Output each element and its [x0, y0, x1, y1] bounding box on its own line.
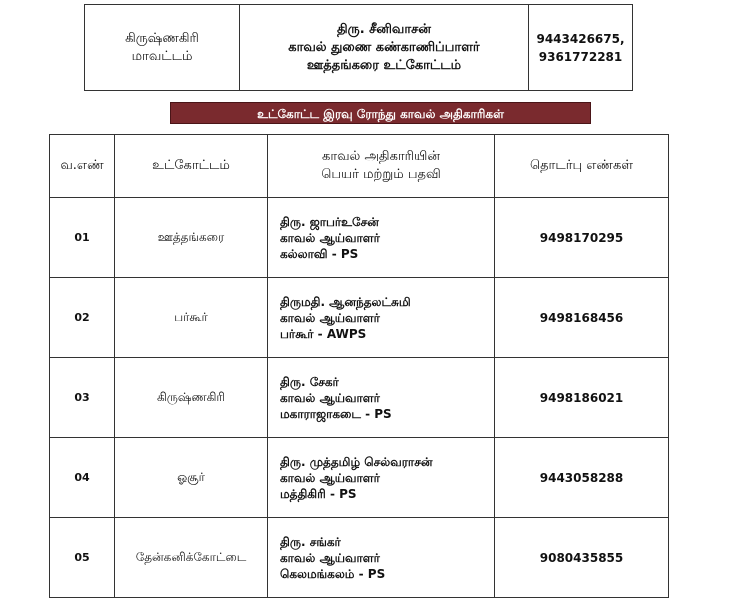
row-subdivision: ஓசூர்	[115, 438, 268, 518]
officer-designation: காவல் துணை கண்காணிப்பாளர்	[288, 39, 480, 55]
row-officer-station: மத்திகிரி - PS	[280, 486, 357, 501]
phone-number-2: 9361772281	[538, 49, 623, 64]
row-officer-station: கெலமங்கலம் - PS	[280, 566, 386, 581]
table-row	[50, 198, 669, 278]
row-phone: 9498170295	[495, 198, 669, 278]
header-serial: வ.எண்	[50, 135, 115, 198]
header-officer-line2: பெயர் மற்றும் பதவி	[321, 167, 441, 182]
header-subdivision: உட்கோட்டம்	[115, 135, 268, 198]
table-row	[50, 278, 669, 358]
table-row	[50, 518, 669, 598]
phone-cell	[529, 5, 633, 91]
row-officer-station: பர்கூர் - AWPS	[280, 326, 367, 341]
table-row	[50, 438, 669, 518]
row-officer-designation: காவல் ஆய்வாளர்	[280, 230, 380, 245]
officer-cell	[240, 5, 529, 91]
header-info-table	[84, 4, 633, 91]
header-info-row	[85, 5, 633, 91]
district-label: மாவட்டம்	[131, 48, 193, 64]
row-officer-station: மகாராஜாகடை - PS	[280, 406, 392, 421]
row-subdivision: பர்கூர்	[115, 278, 268, 358]
row-officer-name: திரு. சேகர்	[280, 374, 339, 389]
row-serial: 05	[50, 518, 115, 598]
row-officer-designation: காவல் ஆய்வாளர்	[280, 470, 380, 485]
row-serial: 04	[50, 438, 115, 518]
row-officer	[268, 518, 495, 598]
row-subdivision: கிருஷ்ணகிரி	[115, 358, 268, 438]
row-officer	[268, 278, 495, 358]
row-officer-station: கல்லாவி - PS	[280, 246, 359, 261]
row-subdivision: ஊத்தங்கரை	[115, 198, 268, 278]
row-serial: 02	[50, 278, 115, 358]
row-officer	[268, 438, 495, 518]
night-patrol-table	[49, 134, 669, 598]
header-officer-line1: காவல் அதிகாரியின்	[322, 149, 440, 164]
header-officer	[268, 135, 495, 198]
district-name: கிருஷ்ணகிரி	[125, 30, 199, 46]
officer-name: திரு. சீனிவாசன்	[337, 21, 431, 37]
row-officer-name: திரு. சங்கர்	[280, 534, 341, 549]
table-row	[50, 358, 669, 438]
section-banner: உட்கோட்ட இரவு ரோந்து காவல் அதிகாரிகள்	[170, 102, 591, 124]
row-officer	[268, 358, 495, 438]
header-contact: தொடர்பு எண்கள்	[495, 135, 669, 198]
row-phone: 9498186021	[495, 358, 669, 438]
row-serial: 01	[50, 198, 115, 278]
row-officer-designation: காவல் ஆய்வாளர்	[280, 310, 380, 325]
row-officer-designation: காவல் ஆய்வாளர்	[280, 390, 380, 405]
row-officer-name: திருமதி. ஆனந்தலட்சுமி	[280, 294, 411, 309]
district-cell	[85, 5, 240, 91]
row-serial: 03	[50, 358, 115, 438]
phone-number-1: 9443426675,	[536, 31, 625, 46]
table-header-row	[50, 135, 669, 198]
row-officer-name: திரு. ஜாபர்உசேன்	[280, 214, 379, 229]
row-phone: 9443058288	[495, 438, 669, 518]
row-officer-name: திரு. முத்தமிழ் செல்வராசன்	[280, 454, 433, 469]
row-officer	[268, 198, 495, 278]
row-phone: 9498168456	[495, 278, 669, 358]
officer-subdivision: ஊத்தங்கரை உட்கோட்டம்	[306, 57, 462, 73]
row-officer-designation: காவல் ஆய்வாளர்	[280, 550, 380, 565]
row-phone: 9080435855	[495, 518, 669, 598]
row-subdivision: தேன்கனிக்கோட்டை	[115, 518, 268, 598]
